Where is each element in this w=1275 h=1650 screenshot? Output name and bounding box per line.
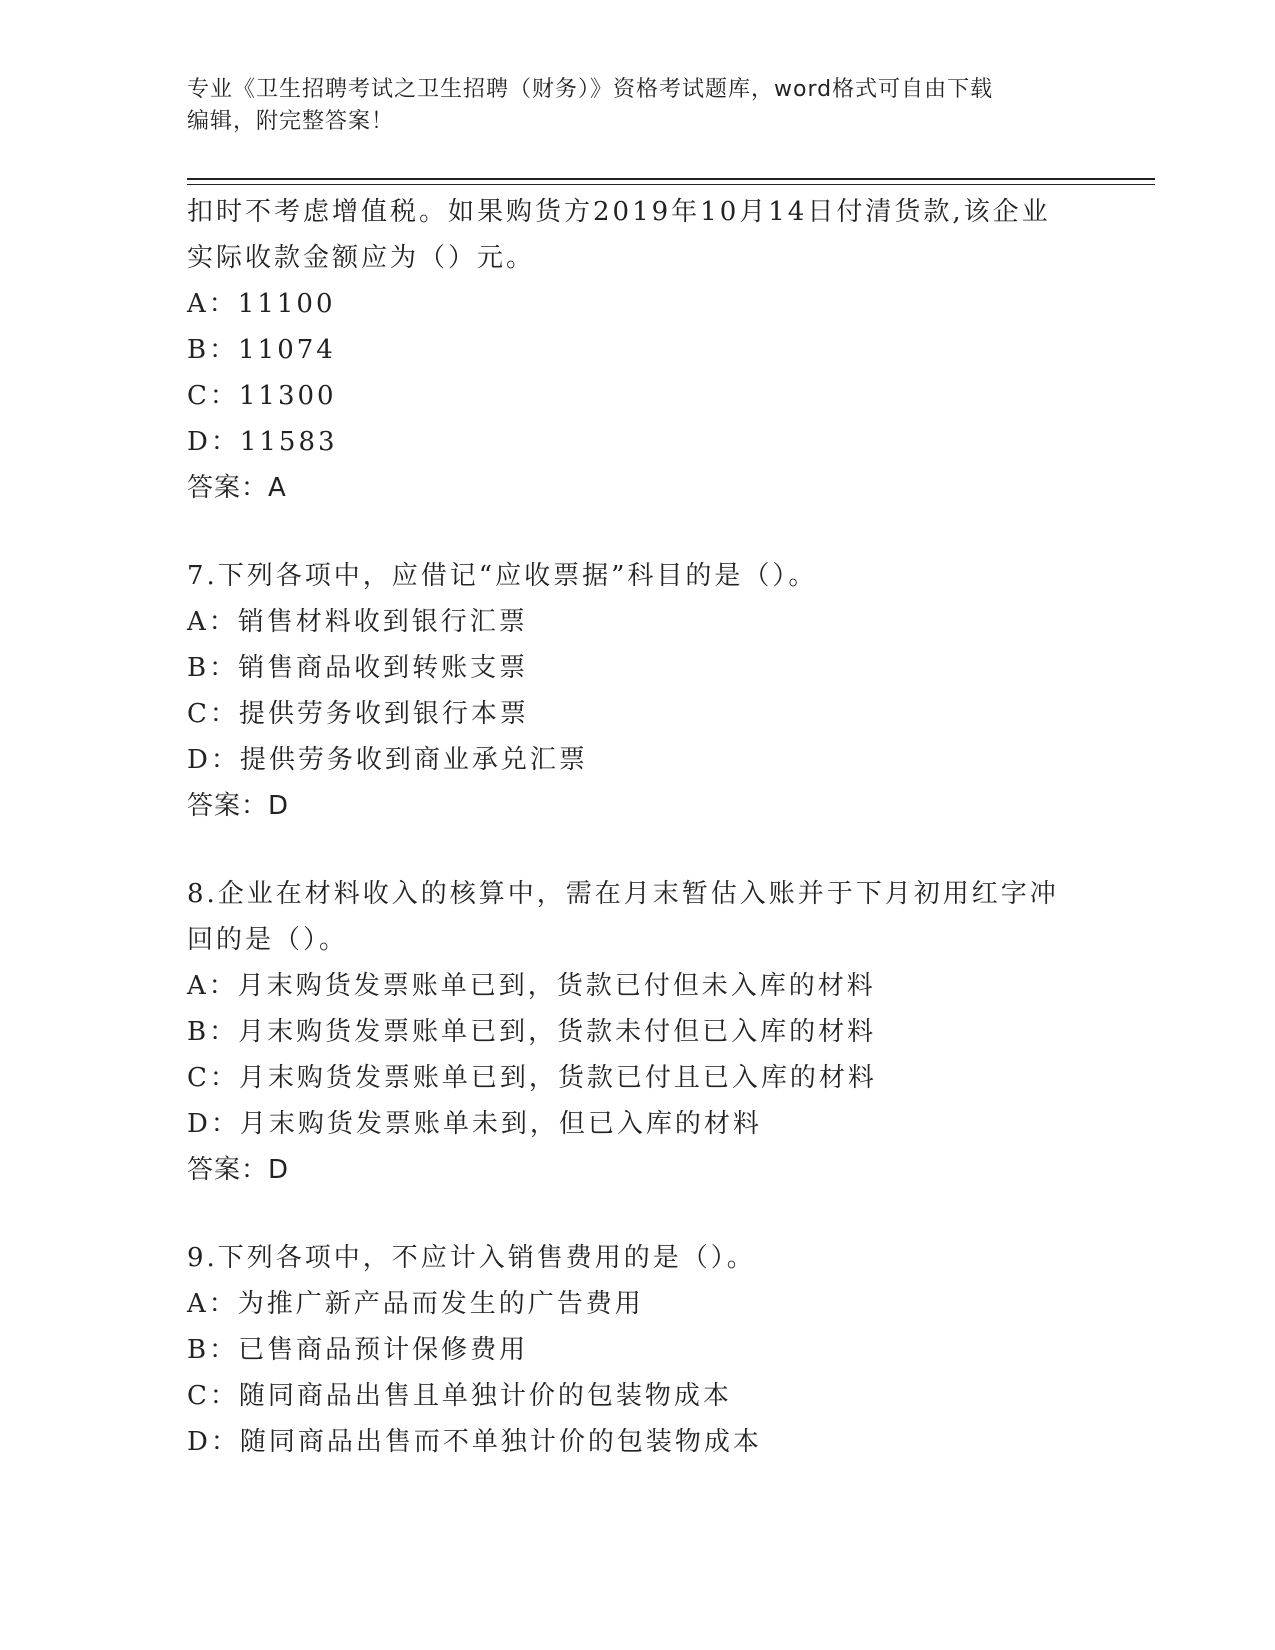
option-c: C：11300: [187, 381, 337, 411]
question-stem: 7.下列各项中，应借记“应收票据”科目的是（）。: [187, 561, 818, 591]
option-b: B：月末购货发票账单已到，货款未付但已入库的材料: [187, 1017, 877, 1047]
option-c: C：提供劳务收到银行本票: [187, 699, 529, 729]
page-header: [187, 74, 1067, 138]
option-a: A：11100: [187, 289, 336, 319]
option-c: C：随同商品出售且单独计价的包装物成本: [187, 1381, 732, 1411]
question-stem: 9.下列各项中，不应计入销售费用的是（）。: [187, 1243, 756, 1273]
option-b: B：11074: [187, 335, 336, 365]
option-b: B：已售商品预计保修费用: [187, 1335, 529, 1365]
question-8: [187, 871, 1087, 1193]
option-d: D：随同商品出售而不单独计价的包装物成本: [187, 1427, 762, 1457]
question-stem: 扣时不考虑增值税。如果购货方2019年10月14日付清货款,该企业: [187, 197, 1051, 227]
question-stem: 实际收款金额应为（）元。: [187, 243, 536, 273]
answer-line: 答案：D: [187, 791, 290, 821]
option-d: D：11583: [187, 427, 338, 457]
question-stem: 回的是（）。: [187, 925, 349, 955]
option-d: D：提供劳务收到商业承兑汇票: [187, 745, 588, 775]
option-a: A：销售材料收到银行汇票: [187, 607, 528, 637]
option-a: A：为推广新产品而发生的广告费用: [187, 1289, 644, 1319]
header-line-2: 编辑，附完整答案！: [187, 109, 395, 134]
header-line-1: 专业《卫生招聘考试之卫生招聘（财务）》资格考试题库，word格式可自由下载: [187, 77, 994, 102]
option-b: B：销售商品收到转账支票: [187, 653, 529, 683]
spacer: [187, 829, 1087, 871]
option-a: A：月末购货发票账单已到，货款已付但未入库的材料: [187, 971, 876, 1001]
header-divider-thick: [187, 178, 1155, 180]
question-9: [187, 1235, 1087, 1465]
option-d: D：月末购货发票账单未到，但已入库的材料: [187, 1109, 762, 1139]
question-7: [187, 553, 1087, 829]
answer-line: 答案：A: [187, 473, 287, 503]
spacer: [187, 511, 1087, 553]
question-6: [187, 189, 1087, 511]
answer-line: 答案：D: [187, 1155, 290, 1185]
option-c: C：月末购货发票账单已到，货款已付且已入库的材料: [187, 1063, 877, 1093]
question-content: [187, 189, 1087, 1465]
spacer: [187, 1193, 1087, 1235]
question-stem: 8.企业在材料收入的核算中，需在月末暂估入账并于下月初用红字冲: [187, 879, 1059, 909]
header-divider-thin: [187, 184, 1155, 185]
